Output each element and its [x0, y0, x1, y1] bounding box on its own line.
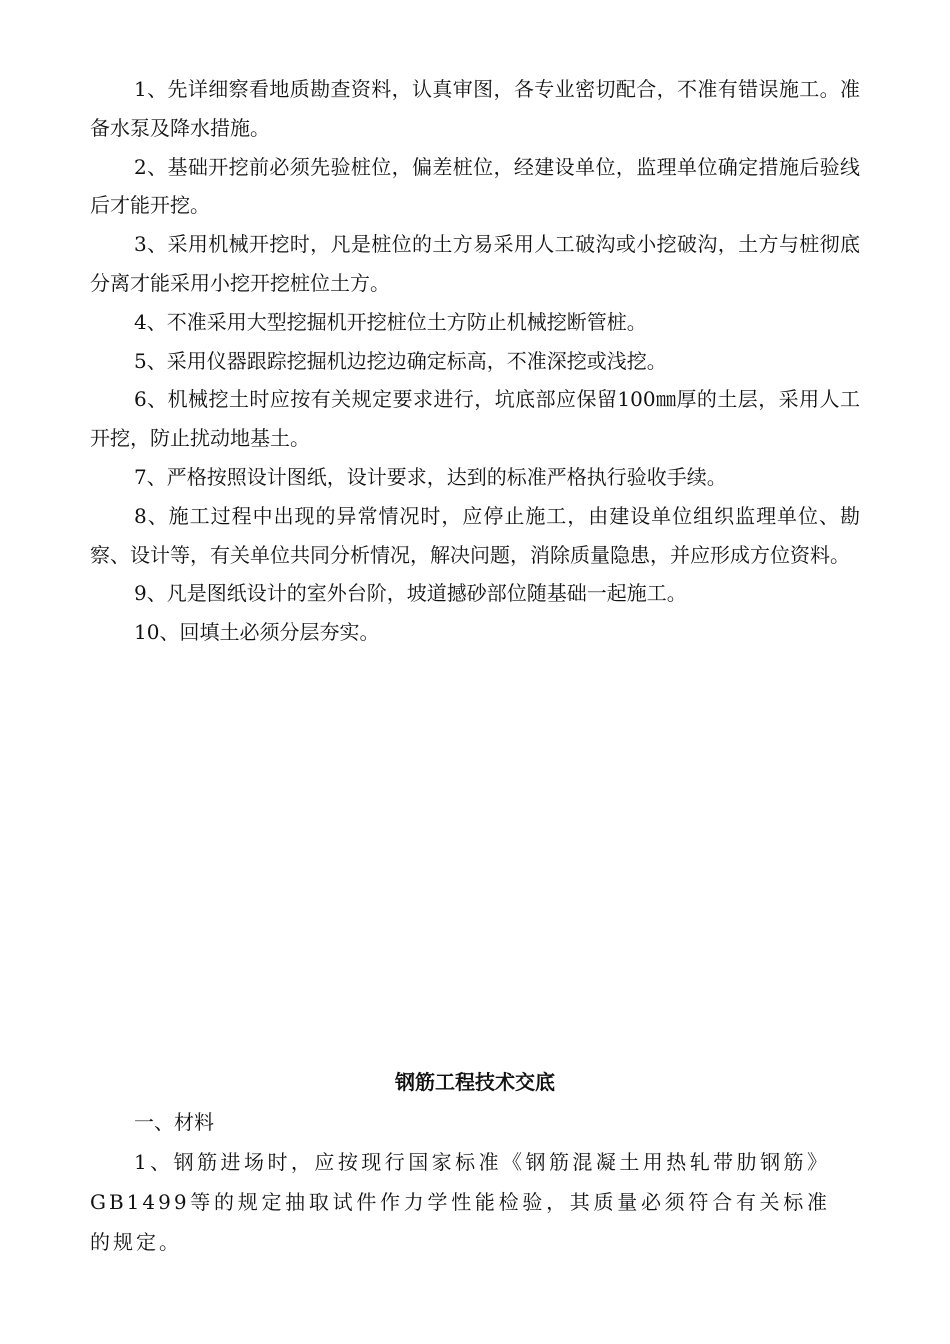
list-item: 8、施工过程中出现的异常情况时，应停止施工，由建设单位组织监理单位、勘察、设计等，有关单位共同分析情况，解决问题，消除质量隐患，并应形成方位资料。 [90, 503, 860, 567]
list-item: 1、先详细察看地质勘查资料，认真审图，各专业密切配合，不准有错误施工。准备水泵及降水措施。 [90, 77, 860, 140]
section-subheading: 一、材料 [134, 1110, 214, 1134]
earthwork-items [90, 70, 860, 652]
section-title: 钢筋工程技术交底 [395, 1070, 555, 1094]
section-paragraph: 1、钢筋进场时，应按现行国家标准《钢筋混凝土用热轧带肋钢筋》GB1499等的规定抽取试件作力学性能检验，其质量必须符合有关标准的规定。 [90, 1150, 830, 1254]
list-item: 3、采用机械开挖时，凡是桩位的土方易采用人工破沟或小挖破沟，土方与桩彻底分离才能采用小挖开挖桩位土方。 [90, 232, 860, 295]
list-item: 5、采用仪器跟踪挖掘机边挖边确定标高，不准深挖或浅挖。 [134, 348, 667, 373]
list-item: 7、严格按照设计图纸，设计要求，达到的标准严格执行验收手续。 [134, 464, 727, 489]
list-item: 10、回填土必须分层夯实。 [134, 620, 380, 645]
list-item: 9、凡是图纸设计的室外台阶，坡道撼砂部位随基础一起施工。 [134, 581, 687, 606]
materials-section [90, 1102, 830, 1262]
list-item: 4、不准采用大型挖掘机开挖桩位土方防止机械挖断管桩。 [134, 309, 647, 334]
list-item: 6、机械挖土时应按有关规定要求进行，坑底部应保留100㎜厚的土层，采用人工开挖，防止扰动地基土。 [90, 387, 860, 451]
list-item: 2、基础开挖前必须先验桩位，偏差桩位，经建设单位，监理单位确定措施后验线后才能开挖。 [90, 154, 860, 218]
